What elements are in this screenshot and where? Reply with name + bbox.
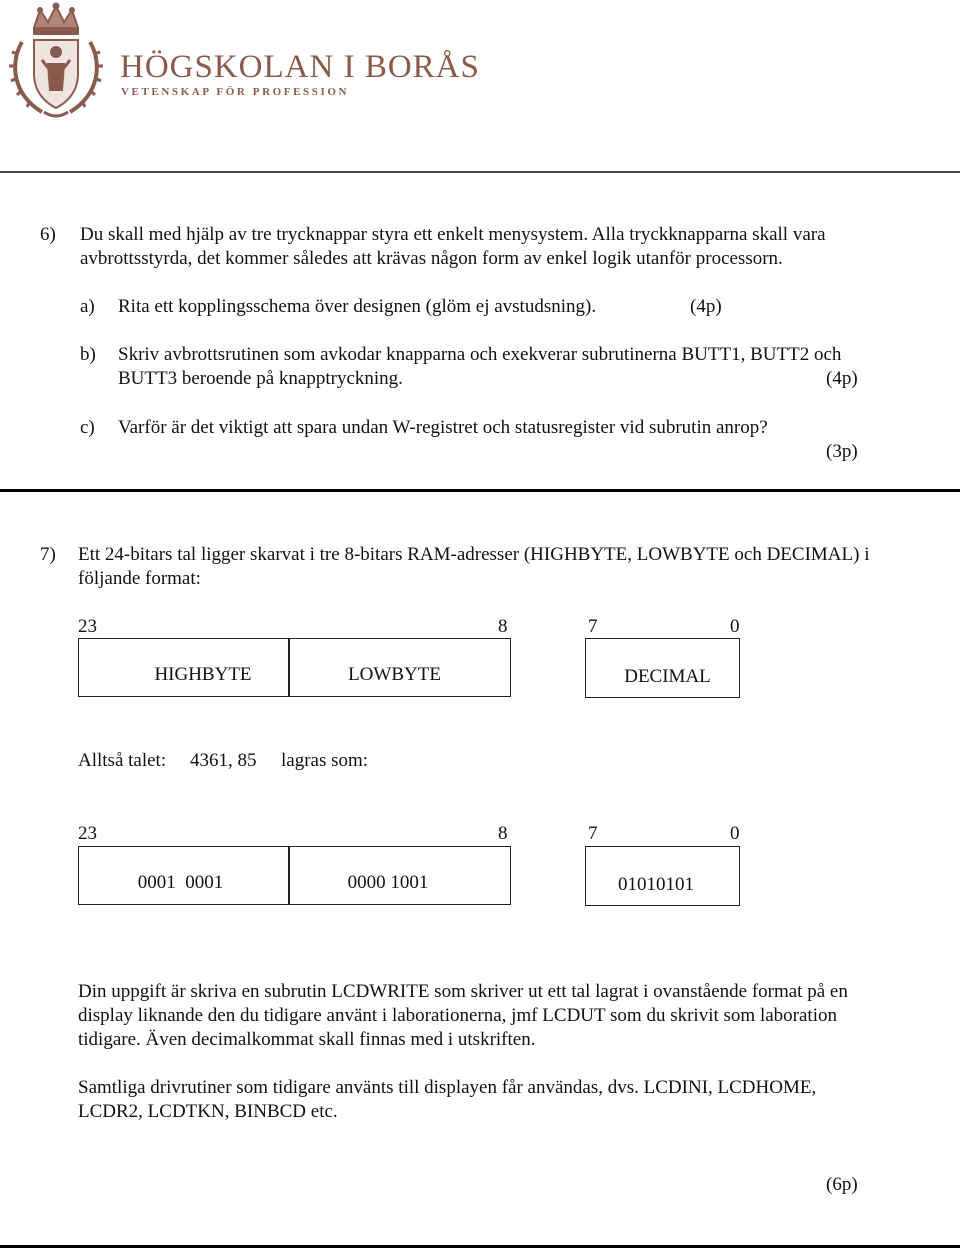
example-suffix: lagras som: xyxy=(281,750,369,771)
task-text-line3: tidigare. Även decimalkommat skall finnas med i utskriften. xyxy=(78,1029,536,1050)
q7-text-line2: följande format: xyxy=(78,568,201,589)
footer-divider xyxy=(0,1245,960,1248)
q7-points: (6p) xyxy=(826,1174,858,1195)
q6a-points: (4p) xyxy=(690,296,722,317)
q6-text-line1: Du skall med hjälp av tre trycknappar styra ett enkelt menysystem. Alla tryckknapparna skall vara xyxy=(80,224,826,245)
example-value: 4361, 85 xyxy=(190,750,257,771)
section-divider xyxy=(0,489,960,492)
task-text-line2: display liknande den du tidigare använt i laborationerna, jmf LCDUT som du skrivit som laboration xyxy=(78,1005,837,1026)
header-divider xyxy=(0,171,960,173)
example-decimal-value: 01010101 xyxy=(618,874,694,895)
example-lowbyte-value: 0000 1001 xyxy=(347,872,429,893)
bit-label-0: 0 xyxy=(730,616,740,637)
q6c-label: c) xyxy=(80,417,95,438)
example-bit-label-8: 8 xyxy=(498,823,508,844)
q6a-text: Rita ett kopplingsschema över designen (glöm ej avstudsning). xyxy=(118,296,597,317)
bit-label-8: 8 xyxy=(498,616,508,637)
q6b-points: (4p) xyxy=(826,368,858,389)
q7-number: 7) xyxy=(40,544,56,565)
q6c-points: (3p) xyxy=(826,441,858,462)
example-label: Alltså talet: xyxy=(78,750,167,771)
institution-name: HÖGSKOLAN I BORÅS xyxy=(120,49,480,85)
university-crest-icon xyxy=(4,2,108,122)
institution-tagline: VETENSKAP FÖR PROFESSION xyxy=(121,86,350,98)
drivers-text-line2: LCDR2, LCDTKN, BINBCD etc. xyxy=(78,1101,338,1122)
q6a-label: a) xyxy=(80,296,95,317)
example-bit-label-23: 23 xyxy=(78,823,97,844)
lowbyte-label: LOWBYTE xyxy=(348,664,441,685)
q6b-text-line2: BUTT3 beroende på knapptryckning. xyxy=(118,368,403,389)
q6c-text: Varför är det viktigt att spara undan W-registret och statusregister vid subrutin anrop? xyxy=(118,417,768,438)
q6b-text-line1: Skriv avbrottsrutinen som avkodar knapparna och exekverar subrutinerna BUTT1, BUTT2 och xyxy=(118,344,842,365)
bit-label-7: 7 xyxy=(588,616,598,637)
drivers-text-line1: Samtliga drivrutiner som tidigare använts till displayen får användas, dvs. LCDINI, LCDHOME, xyxy=(78,1077,817,1098)
q6-text-line2: avbrottsstyrda, det kommer således att krävas någon form av enkel logik utanför processorn. xyxy=(80,248,783,269)
example-bit-label-0: 0 xyxy=(730,823,740,844)
q6-number: 6) xyxy=(40,224,56,245)
bit-label-23: 23 xyxy=(78,616,97,637)
highbyte-label: HIGHBYTE xyxy=(154,664,252,685)
example-highbyte-value: 0001 0001 xyxy=(137,872,224,893)
example-bit-label-7: 7 xyxy=(588,823,598,844)
decimal-label: DECIMAL xyxy=(624,666,711,687)
page-header xyxy=(0,0,960,170)
q6b-label: b) xyxy=(80,344,96,365)
task-text-line1: Din uppgift är skriva en subrutin LCDWRITE som skriver ut ett tal lagrat i ovanstående format på en xyxy=(78,981,848,1002)
q7-text-line1: Ett 24-bitars tal ligger skarvat i tre 8-bitars RAM-adresser (HIGHBYTE, LOWBYTE och DECIMAL) i xyxy=(78,544,870,565)
